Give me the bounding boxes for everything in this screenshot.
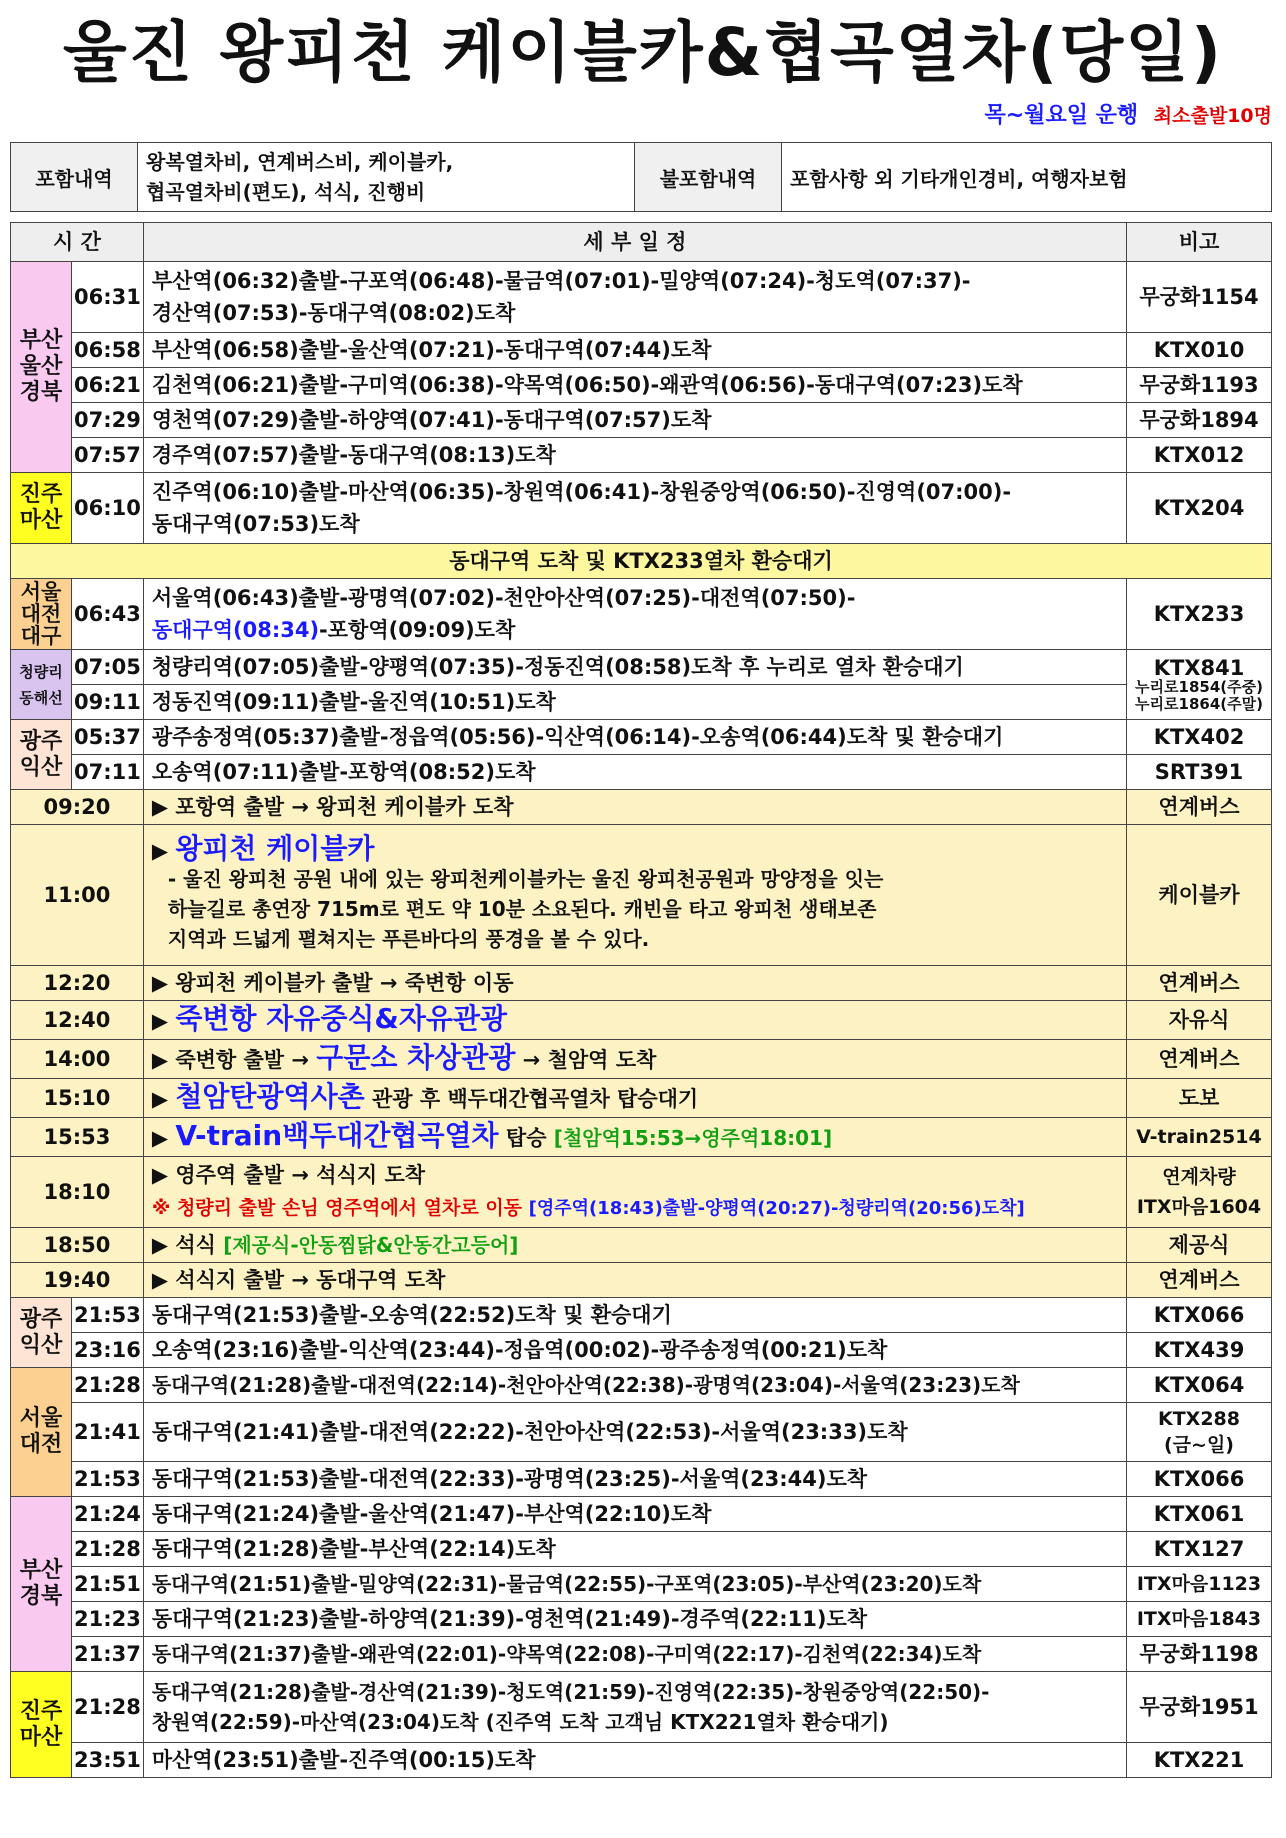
detail-cell: 광주송정역(05:37)출발-정읍역(05:56)-익산역(06:14)-오송역(06:44)도착 및 환승대기 [143, 720, 1126, 755]
note-cell: KTX402 [1127, 720, 1272, 755]
time-cell: 12:40 [11, 1001, 144, 1040]
note-cell: KTX066 [1127, 1462, 1272, 1497]
detail-cell: 경주역(07:57)출발-동대구역(08:13)도착 [143, 438, 1126, 473]
header-detail: 세 부 일 정 [143, 223, 1126, 262]
time-cell: 21:53 [72, 1298, 144, 1333]
table-row [11, 755, 1272, 790]
table-row [11, 1040, 1272, 1079]
note-cell: 무궁화1154 [1127, 262, 1272, 333]
detail-cell: ▶ 영주역 출발 → 석식지 도착 ※ 청량리 출발 손님 영주역에서 열차로 이동 [영주역(18:43)출발-양평역(20:27)-청량리역(20:56)도착] [143, 1157, 1126, 1228]
detail-cell: ▶ 철암탄광역사촌 관광 후 백두대간협곡열차 탑승대기 [143, 1079, 1126, 1118]
note-cell: KTX288 (금~일) [1127, 1403, 1272, 1462]
region-cell: 광주 익산 [11, 1298, 72, 1368]
table-row [11, 1001, 1272, 1040]
time-cell: 07:11 [72, 755, 144, 790]
table-row [11, 1602, 1272, 1637]
note-cell: KTX012 [1127, 438, 1272, 473]
table-row [11, 1263, 1272, 1298]
time-cell: 21:28 [72, 1672, 144, 1743]
table-row [11, 1637, 1272, 1672]
detail-cell: 동대구역(21:28)출발-경산역(21:39)-청도역(21:59)-진영역(22:35)-창원중앙역(22:50)- 창원역(22:59)-마산역(23:04)도착 (진주역 도착 고객님 KTX221열차 환승대기) [143, 1672, 1126, 1743]
note-cell: 연계버스 [1127, 1040, 1272, 1079]
table-row [11, 1368, 1272, 1403]
table-row [11, 1497, 1272, 1532]
table-row [11, 1157, 1272, 1228]
time-cell: 09:20 [11, 790, 144, 825]
note-cell: 케이블카 [1127, 825, 1272, 966]
detail-cell: 부산역(06:32)출발-구포역(06:48)-물금역(07:01)-밀양역(07:24)-청도역(07:37)- 경산역(07:53)-동대구역(08:02)도착 [143, 262, 1126, 333]
region-cell: 부산 경북 [11, 1497, 72, 1672]
detail-cell: 동대구역(21:24)출발-울산역(21:47)-부산역(22:10)도착 [143, 1497, 1126, 1532]
region-cell: 광주 익산 [11, 720, 72, 790]
table-row [11, 1228, 1272, 1263]
table-row [11, 579, 1272, 650]
included-line: 왕복열차비, 연계버스비, 케이블카, [146, 150, 454, 174]
time-cell: 21:23 [72, 1602, 144, 1637]
table-row [11, 720, 1272, 755]
note-cell: 연계버스 [1127, 966, 1272, 1001]
detail-cell: 동대구역(21:41)출발-대전역(22:22)-천안아산역(22:53)-서울역(23:33)도착 [143, 1403, 1126, 1462]
note-cell: KTX204 [1127, 473, 1272, 544]
detail-cell: ▶ 죽변항 출발 → 구문소 차상관광 → 철암역 도착 [143, 1040, 1126, 1079]
note-cell: 연계차량 ITX마음1604 [1127, 1157, 1272, 1228]
table-row [11, 1462, 1272, 1497]
region-cell: 서울 대전 대구 [11, 579, 72, 650]
table-row [11, 1672, 1272, 1743]
detail-cell: 마산역(23:51)출발-진주역(00:15)도착 [143, 1743, 1126, 1778]
min-departure: 최소출발10명 [1153, 105, 1272, 127]
header-note: 비고 [1127, 223, 1272, 262]
time-cell: 21:41 [72, 1403, 144, 1462]
detail-cell: 동대구역(21:37)출발-왜관역(22:01)-약목역(22:08)-구미역(22:17)-김천역(22:34)도착 [143, 1637, 1126, 1672]
detail-cell: 동대구역(21:28)출발-부산역(22:14)도착 [143, 1532, 1126, 1567]
detail-cell: 동대구역(21:53)출발-오송역(22:52)도착 및 환승대기 [143, 1298, 1126, 1333]
note-cell: 도보 [1127, 1079, 1272, 1118]
detail-cell: 오송역(23:16)출발-익산역(23:44)-정읍역(00:02)-광주송정역(00:21)도착 [143, 1333, 1126, 1368]
time-cell: 21:28 [72, 1368, 144, 1403]
region-cell: 진주 마산 [11, 1672, 72, 1778]
region-cell: 부산 울산 경북 [11, 262, 72, 473]
note-cell: KTX439 [1127, 1333, 1272, 1368]
time-cell: 07:05 [72, 650, 144, 685]
time-cell: 15:53 [11, 1118, 144, 1157]
time-cell: 07:29 [72, 403, 144, 438]
time-cell: 06:31 [72, 262, 144, 333]
note-cell: 무궁화1894 [1127, 403, 1272, 438]
table-row [11, 473, 1272, 544]
table-row [11, 333, 1272, 368]
detail-cell: ▶ V-train백두대간협곡열차 탑승 [철암역15:53→영주역18:01] [143, 1118, 1126, 1157]
note-cell: 무궁화1951 [1127, 1672, 1272, 1743]
detail-cell: 정동진역(09:11)출발-울진역(10:51)도착 [143, 685, 1126, 720]
table-row [11, 790, 1272, 825]
time-cell: 12:20 [11, 966, 144, 1001]
table-row [11, 1333, 1272, 1368]
region-cell: 서울 대전 [11, 1368, 72, 1497]
note-cell: 무궁화1193 [1127, 368, 1272, 403]
table-row [11, 1079, 1272, 1118]
time-cell: 14:00 [11, 1040, 144, 1079]
table-row [11, 825, 1272, 966]
time-cell: 18:10 [11, 1157, 144, 1228]
table-row [11, 368, 1272, 403]
time-cell: 21:28 [72, 1532, 144, 1567]
included-label: 포함내역 [11, 143, 138, 212]
time-cell: 23:16 [72, 1333, 144, 1368]
table-row [11, 1403, 1272, 1462]
included-items [138, 143, 635, 212]
detail-cell: ▶ 석식 [제공식-안동찜닭&안동간고등어] [143, 1228, 1126, 1263]
note-cell: KTX064 [1127, 1368, 1272, 1403]
note-cell: 연계버스 [1127, 1263, 1272, 1298]
header-time: 시 간 [11, 223, 144, 262]
inclusion-table [10, 142, 1272, 212]
table-row [11, 1118, 1272, 1157]
table-row [11, 1567, 1272, 1602]
detail-cell: ▶ 죽변항 자유중식&자유관광 [143, 1001, 1126, 1040]
time-cell: 21:24 [72, 1497, 144, 1532]
note-cell: V-train2514 [1127, 1118, 1272, 1157]
time-cell: 09:11 [72, 685, 144, 720]
detail-cell: ▶ 왕피천 케이블카 출발 → 죽변항 이동 [143, 966, 1126, 1001]
detail-cell: 서울역(06:43)출발-광명역(07:02)-천안아산역(07:25)-대전역(07:50)- 동대구역(08:34)-포항역(09:09)도착 [143, 579, 1126, 650]
table-row [11, 262, 1272, 333]
operation-days: 목~월요일 운행 [984, 103, 1139, 128]
table-row [11, 1532, 1272, 1567]
note-cell: KTX061 [1127, 1497, 1272, 1532]
schedule-table [10, 222, 1272, 1778]
time-cell: 19:40 [11, 1263, 144, 1298]
detail-cell: 동대구역(21:23)출발-하양역(21:39)-영천역(21:49)-경주역(22:11)도착 [143, 1602, 1126, 1637]
region-cell: 진주 마산 [11, 473, 72, 544]
time-cell: 11:00 [11, 825, 144, 966]
table-row [11, 650, 1272, 685]
time-cell: 06:21 [72, 368, 144, 403]
table-row [11, 403, 1272, 438]
included-line: 협곡열차비(편도), 석식, 진행비 [146, 180, 426, 204]
table-header [11, 223, 1272, 262]
time-cell: 06:43 [72, 579, 144, 650]
note-cell: KTX066 [1127, 1298, 1272, 1333]
detail-cell: ▶ 포항역 출발 → 왕피천 케이블카 도착 [143, 790, 1126, 825]
time-cell: 06:10 [72, 473, 144, 544]
time-cell: 21:51 [72, 1567, 144, 1602]
time-cell: 05:37 [72, 720, 144, 755]
detail-cell: 영천역(07:29)출발-하양역(07:41)-동대구역(07:57)도착 [143, 403, 1126, 438]
time-cell: 06:58 [72, 333, 144, 368]
time-cell: 21:53 [72, 1462, 144, 1497]
detail-cell: ▶ 왕피천 케이블카 - 울진 왕피천 공원 내에 있는 왕피천케이블카는 울진 왕피천공원과 망양정을 잇는 하늘길로 총연장 715m로 편도 약 10분 소요된다. 캐빈을 타고 왕피천 생태보존 지역과 드넓게 펼쳐지는 푸른바다의 풍경을 볼 수 있다. [143, 825, 1126, 966]
time-cell: 23:51 [72, 1743, 144, 1778]
note-cell: 제공식 [1127, 1228, 1272, 1263]
detail-cell: 동대구역(21:53)출발-대전역(22:33)-광명역(23:25)-서울역(23:44)도착 [143, 1462, 1126, 1497]
note-cell: SRT391 [1127, 755, 1272, 790]
note-cell: 연계버스 [1127, 790, 1272, 825]
time-cell: 07:57 [72, 438, 144, 473]
detail-cell: 동대구역(21:51)출발-밀양역(22:31)-물금역(22:55)-구포역(23:05)-부산역(23:20)도착 [143, 1567, 1126, 1602]
note-cell: ITX마음1123 [1127, 1567, 1272, 1602]
note-cell: KTX233 [1127, 579, 1272, 650]
operation-info [985, 98, 1273, 129]
detail-cell: 김천역(06:21)출발-구미역(06:38)-약목역(06:50)-왜관역(06:56)-동대구역(07:23)도착 [143, 368, 1126, 403]
detail-cell: 오송역(07:11)출발-포항역(08:52)도착 [143, 755, 1126, 790]
detail-cell: 청량리역(07:05)출발-양평역(07:35)-정동진역(08:58)도착 후 누리로 열차 환승대기 [143, 650, 1126, 685]
detail-cell: ▶ 석식지 출발 → 동대구역 도착 [143, 1263, 1126, 1298]
transfer-notice-row [11, 544, 1272, 579]
note-cell: KTX127 [1127, 1532, 1272, 1567]
excluded-items: 포함사항 외 기타개인경비, 여행자보험 [782, 143, 1272, 212]
table-row [11, 438, 1272, 473]
table-row [11, 685, 1272, 720]
detail-cell: 부산역(06:58)출발-울산역(07:21)-동대구역(07:44)도착 [143, 333, 1126, 368]
region-cell: 청량리 동해선 [11, 650, 72, 720]
time-cell: 18:50 [11, 1228, 144, 1263]
excluded-label: 불포함내역 [635, 143, 782, 212]
time-cell: 15:10 [11, 1079, 144, 1118]
note-cell: KTX841 누리로1854(주중) 누리로1864(주말) [1127, 650, 1272, 720]
note-cell: KTX010 [1127, 333, 1272, 368]
detail-cell: 동대구역(21:28)출발-대전역(22:14)-천안아산역(22:38)-광명역(23:04)-서울역(23:23)도착 [143, 1368, 1126, 1403]
detail-cell: 진주역(06:10)출발-마산역(06:35)-창원역(06:41)-창원중앙역(06:50)-진영역(07:00)- 동대구역(07:53)도착 [143, 473, 1126, 544]
note-cell: KTX221 [1127, 1743, 1272, 1778]
note-cell: ITX마음1843 [1127, 1602, 1272, 1637]
note-cell: 자유식 [1127, 1001, 1272, 1040]
transfer-notice: 동대구역 도착 및 KTX233열차 환승대기 [11, 544, 1272, 579]
table-row [11, 1298, 1272, 1333]
page-title: 울진 왕피천 케이블카&협곡열차(당일) [62, 14, 1224, 91]
table-row [11, 966, 1272, 1001]
time-cell: 21:37 [72, 1637, 144, 1672]
note-cell: 무궁화1198 [1127, 1637, 1272, 1672]
table-row [11, 1743, 1272, 1778]
